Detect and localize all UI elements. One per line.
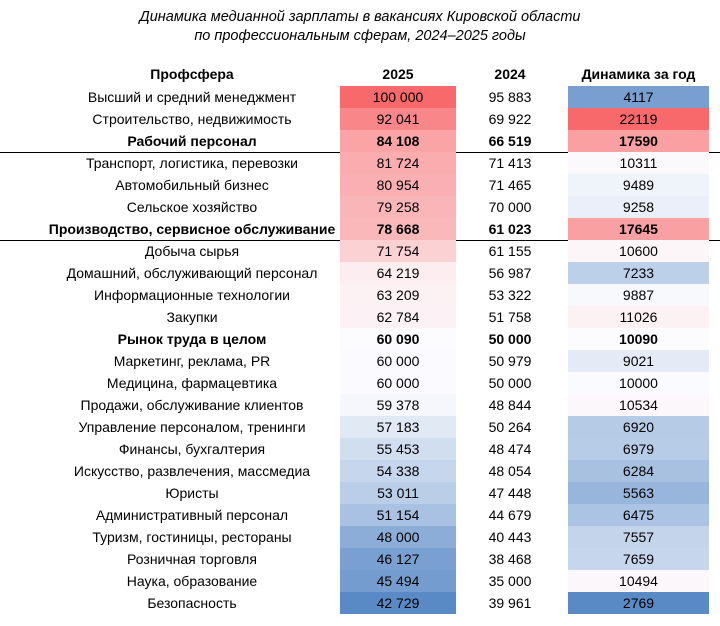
cell-2024: 48 474 (488, 441, 532, 457)
cell-2024: 53 322 (488, 287, 532, 303)
table-row (0, 262, 720, 284)
row-sphere-name: Медицина, фармацевтика (106, 375, 278, 391)
cell-2024: 50 000 (488, 375, 532, 391)
cell-2024: 39 961 (488, 595, 532, 611)
cell-dynamics: 22119 (568, 108, 709, 130)
table-row (0, 174, 720, 196)
table-row (0, 240, 720, 262)
cell-dynamics: 10311 (568, 152, 709, 174)
row-sphere-name: Финансы, бухгалтерия (118, 441, 266, 457)
cell-2024: 51 758 (488, 309, 532, 325)
cell-2025: 63 209 (340, 284, 456, 306)
cell-2025: 71 754 (340, 240, 456, 262)
cell-dynamics: 10534 (568, 394, 709, 416)
cell-2024: 50 264 (488, 419, 532, 435)
cell-2025: 60 000 (340, 350, 456, 372)
table-row (0, 526, 720, 548)
cell-2025: 54 338 (340, 460, 456, 482)
cell-2025: 60 000 (340, 372, 456, 394)
cell-dynamics: 10600 (568, 240, 709, 262)
header-2024: 2024 (494, 66, 526, 82)
row-sphere-name: Управление персоналом, тренинги (78, 419, 306, 435)
table-row (0, 460, 720, 482)
cell-2024: 69 922 (488, 111, 532, 127)
cell-2025: 62 784 (340, 306, 456, 328)
row-sphere-name: Информационные технологии (94, 287, 290, 303)
row-sphere-name: Туризм, гостиницы, рестораны (92, 529, 292, 545)
cell-dynamics: 4117 (568, 86, 709, 108)
row-sphere-name: Рынок труда в целом (117, 331, 267, 347)
cell-dynamics: 9489 (568, 174, 709, 196)
cell-2025: 51 154 (340, 504, 456, 526)
row-sphere-name: Автомобильный бизнес (115, 177, 269, 193)
table-row (0, 394, 720, 416)
cell-dynamics: 2769 (568, 592, 709, 614)
cell-2024: 40 443 (488, 529, 532, 545)
table-header (0, 64, 720, 84)
row-sphere-name: Розничная торговля (127, 551, 257, 567)
title-line-2: по профессиональным сферам, 2024–2025 годы (194, 28, 526, 44)
cell-2024: 66 519 (488, 133, 532, 149)
row-sphere-name: Продажи, обслуживание клиентов (80, 397, 304, 413)
table-row (0, 328, 720, 350)
row-sphere-name: Юристы (165, 485, 219, 501)
cell-2025: 81 724 (340, 152, 456, 174)
table-row (0, 372, 720, 394)
table-row (0, 504, 720, 526)
cell-2024: 50 000 (488, 331, 532, 347)
row-sphere-name: Транспорт, логистика, перевозки (85, 155, 299, 171)
cell-2025: 80 954 (340, 174, 456, 196)
cell-2024: 95 883 (488, 89, 532, 105)
row-sphere-name: Сельское хозяйство (126, 199, 258, 215)
cell-2025: 55 453 (340, 438, 456, 460)
cell-2024: 56 987 (488, 265, 532, 281)
cell-dynamics: 9021 (568, 350, 709, 372)
cell-2024: 35 000 (488, 573, 532, 589)
cell-2024: 71 413 (488, 155, 532, 171)
cell-2024: 50 979 (488, 353, 532, 369)
cell-2025: 42 729 (340, 592, 456, 614)
cell-dynamics: 17645 (568, 218, 709, 240)
row-sphere-name: Закупки (166, 309, 218, 325)
row-sphere-name: Маркетинг, реклама, PR (113, 353, 271, 369)
row-sphere-name: Домашний, обслуживающий персонал (66, 265, 318, 281)
cell-2024: 61 155 (488, 243, 532, 259)
cell-2024: 47 448 (488, 485, 532, 501)
table-row (0, 592, 720, 614)
cell-dynamics: 9258 (568, 196, 709, 218)
cell-dynamics: 6979 (568, 438, 709, 460)
cell-2025: 100 000 (340, 86, 456, 108)
table-row (0, 284, 720, 306)
row-sphere-name: Искусство, развлечения, массмедиа (73, 463, 311, 479)
cell-2024: 70 000 (488, 199, 532, 215)
row-sphere-name: Добыча сырья (144, 243, 240, 259)
row-sphere-name: Административный персонал (95, 507, 289, 523)
cell-dynamics: 7659 (568, 548, 709, 570)
table-row (0, 570, 720, 592)
cell-dynamics: 7557 (568, 526, 709, 548)
cell-2025: 48 000 (340, 526, 456, 548)
cell-dynamics: 11026 (568, 306, 709, 328)
cell-2024: 71 465 (488, 177, 532, 193)
row-sphere-name: Наука, образование (126, 573, 258, 589)
row-sphere-name: Безопасность (147, 595, 237, 611)
cell-2024: 48 844 (488, 397, 532, 413)
cell-dynamics: 9887 (568, 284, 709, 306)
cell-dynamics: 10090 (568, 328, 709, 350)
chart-title (0, 8, 720, 46)
cell-2025: 60 090 (340, 328, 456, 350)
table-row (0, 306, 720, 328)
table-row (0, 130, 720, 152)
cell-2024: 38 468 (488, 551, 532, 567)
table-row (0, 108, 720, 130)
cell-dynamics: 6920 (568, 416, 709, 438)
cell-dynamics: 10000 (568, 372, 709, 394)
cell-dynamics: 7233 (568, 262, 709, 284)
table-row (0, 438, 720, 460)
cell-2025: 78 668 (340, 218, 456, 240)
cell-2025: 53 011 (340, 482, 456, 504)
header-dynamics: Динамика за год (581, 66, 696, 82)
cell-2025: 46 127 (340, 548, 456, 570)
cell-dynamics: 6284 (568, 460, 709, 482)
table-row (0, 482, 720, 504)
title-line-1: Динамика медианной зарплаты в вакансиях Кировской области (139, 9, 581, 25)
row-sphere-name: Строительство, недвижимость (92, 111, 292, 127)
table-row (0, 218, 720, 240)
cell-2025: 45 494 (340, 570, 456, 592)
table-row (0, 196, 720, 218)
row-sphere-name: Высший и средний менеджмент (87, 89, 297, 105)
cell-2025: 84 108 (340, 130, 456, 152)
table-row (0, 416, 720, 438)
header-sphere: Профсфера (150, 66, 234, 82)
cell-2024: 48 054 (488, 463, 532, 479)
cell-2025: 57 183 (340, 416, 456, 438)
cell-dynamics: 5563 (568, 482, 709, 504)
header-2025: 2025 (382, 66, 414, 82)
cell-2024: 44 679 (488, 507, 532, 523)
cell-2025: 64 219 (340, 262, 456, 284)
cell-dynamics: 10494 (568, 570, 709, 592)
cell-dynamics: 6475 (568, 504, 709, 526)
cell-2024: 61 023 (488, 221, 532, 237)
row-sphere-name: Рабочий персонал (127, 133, 257, 149)
cell-2025: 79 258 (340, 196, 456, 218)
table-row (0, 350, 720, 372)
row-sphere-name: Производство, сервисное обслуживание (48, 221, 336, 237)
cell-2025: 59 378 (340, 394, 456, 416)
table-row (0, 152, 720, 174)
table-row (0, 548, 720, 570)
table-row (0, 86, 720, 108)
cell-dynamics: 17590 (568, 130, 709, 152)
cell-2025: 92 041 (340, 108, 456, 130)
